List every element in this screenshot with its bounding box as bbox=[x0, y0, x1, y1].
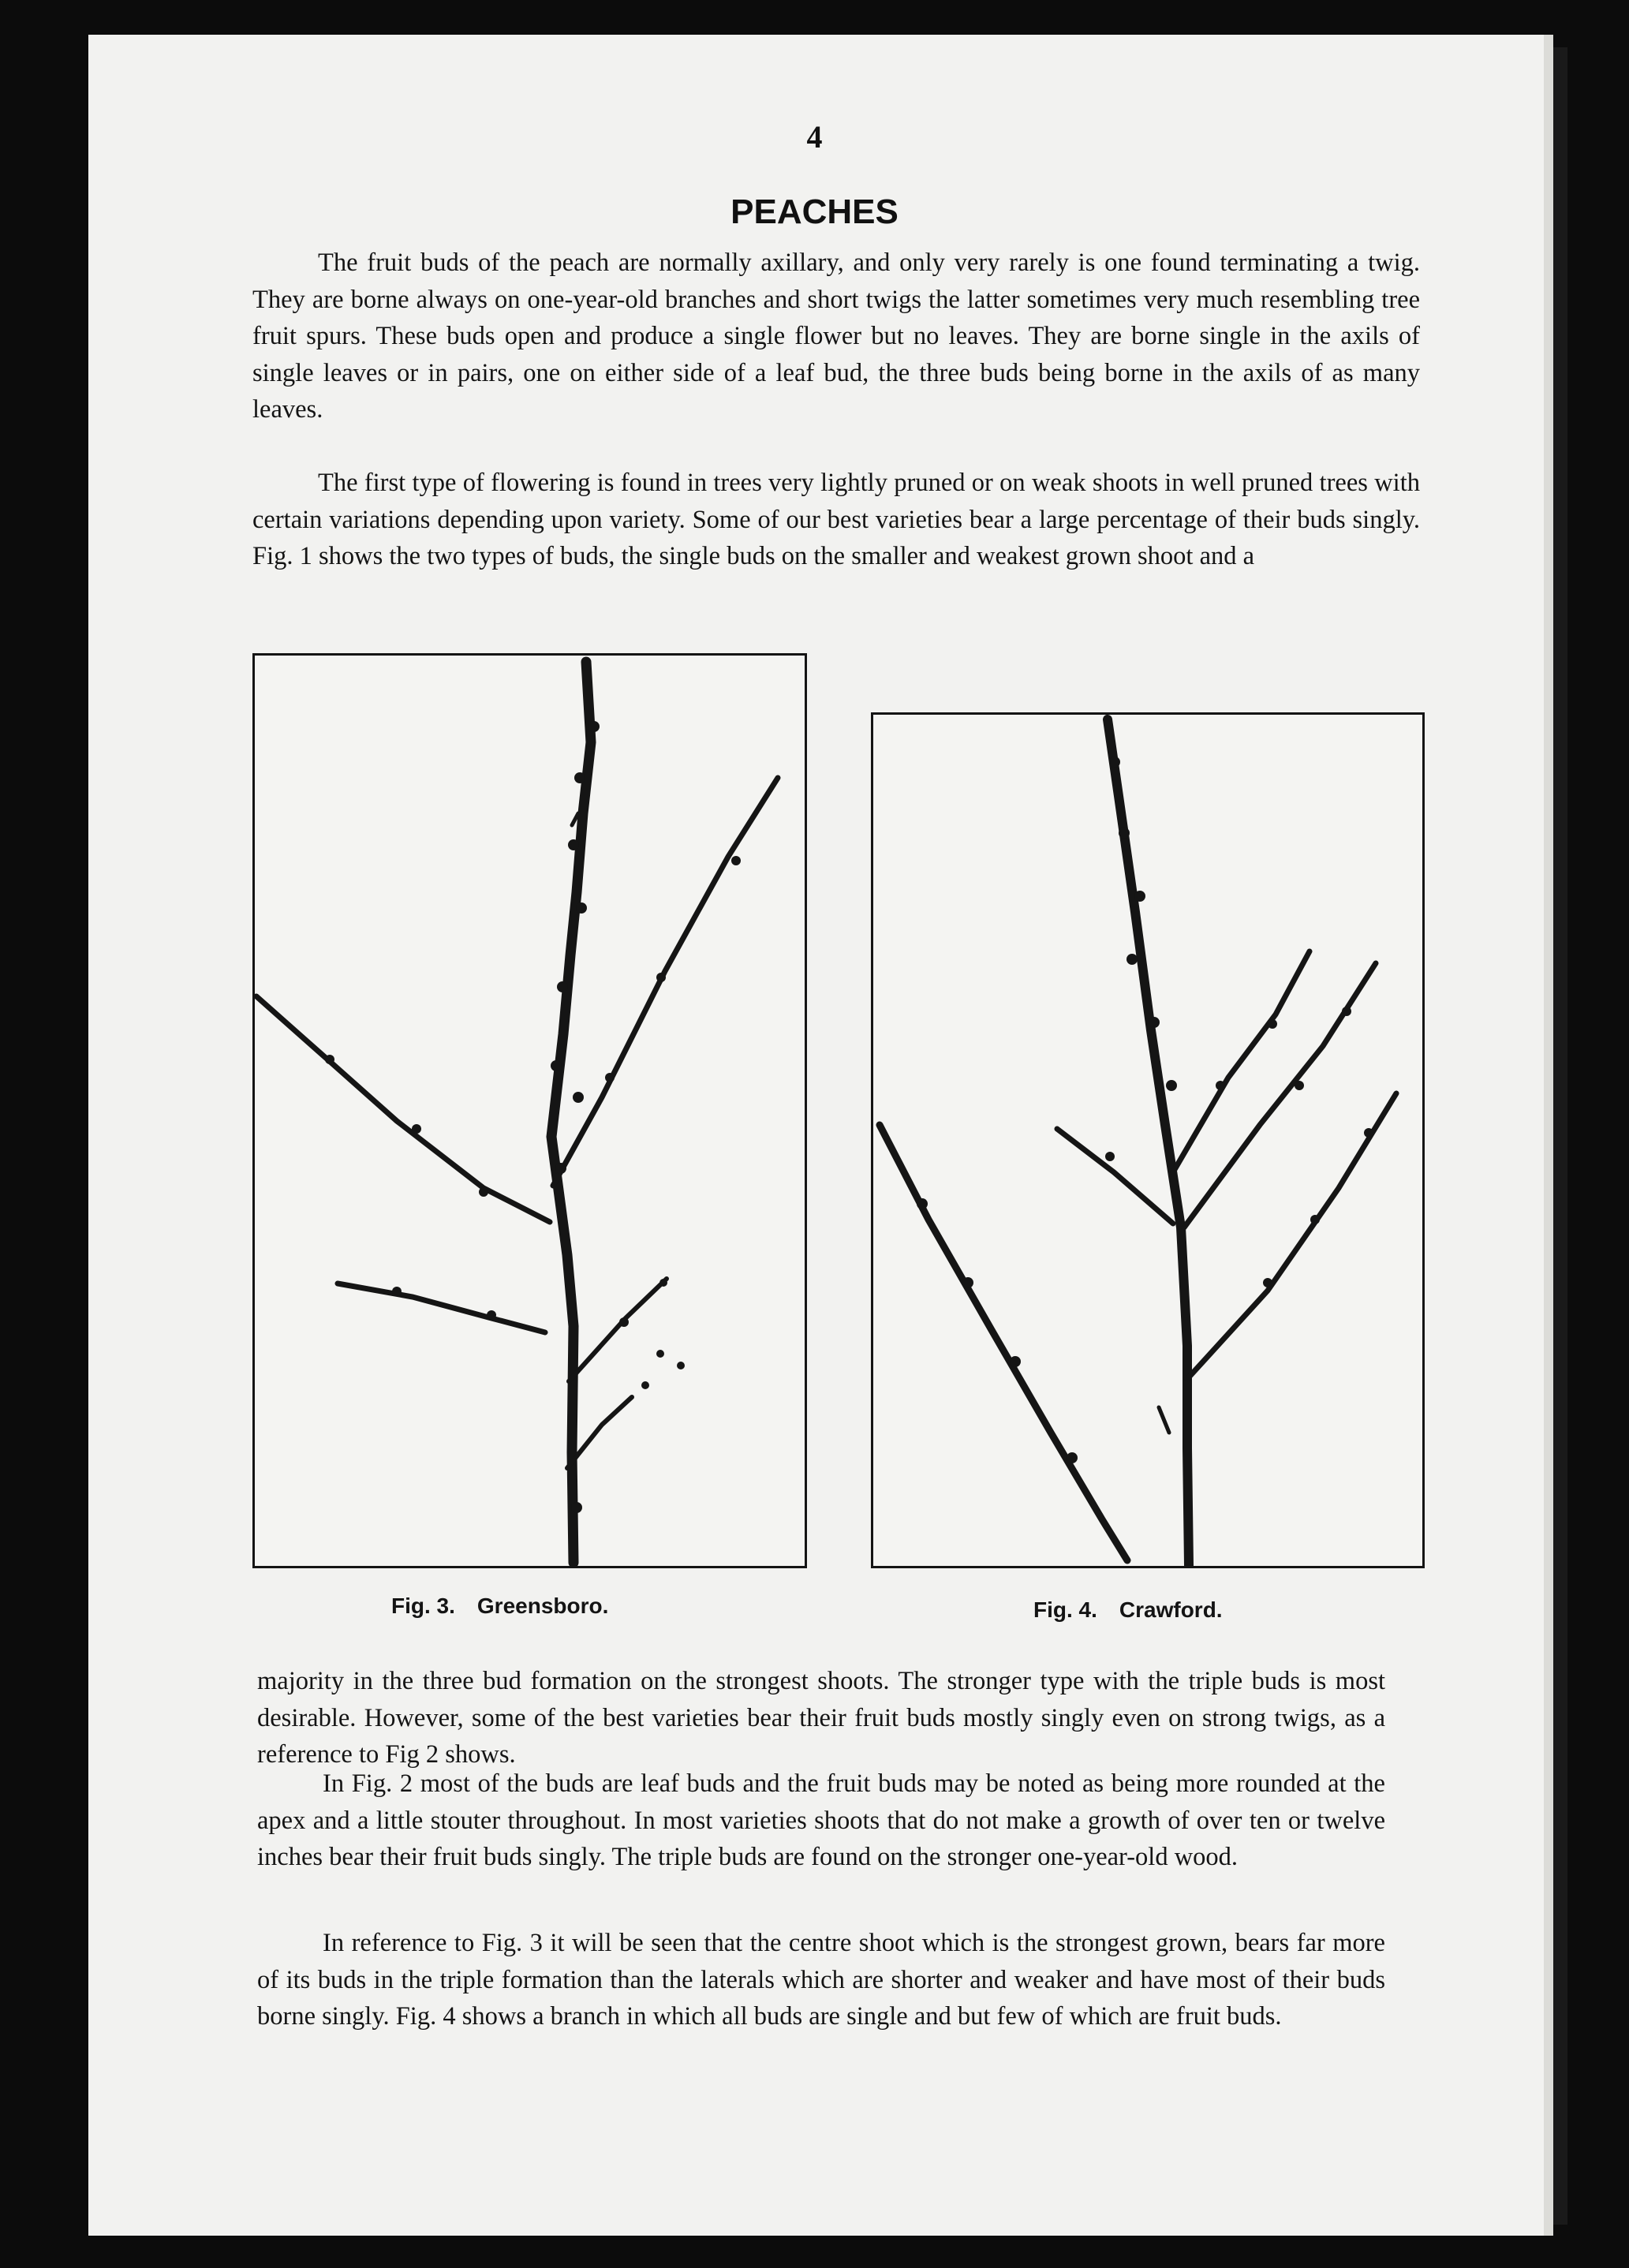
body-paragraph-5: In reference to Fig. 3 it will be seen that the centre shoot which is the strongest grown, bears far more of its buds in the triple formation than the laterals which are shorter and weaker and have most of their buds borne singly. Fig. 4 shows a branch in which all buds are single and but few of which are fruit buds. bbox=[257, 1929, 1385, 2031]
body-paragraph-3: majority in the three bud formation on the strongest shoots. The stronger type with the triple buds is most desirable. However, some of the best varieties bear their fruit buds mostly singly even on strong twigs, as a reference to Fig 2 shows. bbox=[257, 1667, 1385, 1769]
body-paragraph-2: The first type of flowering is found in trees very lightly pruned or on weak shoots in well pruned trees with certain variations depending upon variety. Some of our best varieties bear a large percentage of their buds singly. Fig. 1 shows the two types of buds, the single buds on the smaller and weakest grown shoot and a bbox=[252, 469, 1420, 570]
figure-4-name: Crawford. bbox=[1119, 1597, 1223, 1622]
figure-4-photo bbox=[871, 712, 1425, 1568]
figure-3-caption bbox=[391, 1594, 608, 1619]
figure-3-photo bbox=[252, 653, 807, 1568]
page-number: 4 bbox=[806, 119, 823, 155]
body-paragraph-4: In Fig. 2 most of the buds are leaf buds and the fruit buds may be noted as being more rounded at the apex and a little stouter throughout. In most varieties shoots that do not make a growth of over ten or twelve inches bear their fruit buds singly. The triple buds are found on the stronger one-year-old wood. bbox=[257, 1769, 1385, 1871]
peach-branch-illustration-greensboro bbox=[255, 656, 805, 1566]
binding-shadow bbox=[1553, 47, 1567, 2225]
facing-page-edge bbox=[1544, 35, 1553, 2236]
body-paragraph-1: The fruit buds of the peach are normally axillary, and only very rarely is one found terminating a twig. They are borne always on one-year-old branches and short twigs the latter sometimes very much resembling tree fruit spurs. These buds open and produce a single flower but no leaves. They are borne single in the axils of single leaves or in pairs, one on either side of a leaf bud, the three buds being borne in the axils of as many leaves. bbox=[252, 248, 1420, 424]
figure-4-label: Fig. 4. bbox=[1033, 1597, 1097, 1622]
figure-3-label: Fig. 3. bbox=[391, 1594, 455, 1618]
figure-4-caption bbox=[1033, 1597, 1223, 1623]
peach-branch-illustration-crawford bbox=[873, 715, 1422, 1566]
page-title: PEACHES bbox=[730, 192, 899, 231]
figure-3-name: Greensboro. bbox=[476, 1594, 609, 1618]
